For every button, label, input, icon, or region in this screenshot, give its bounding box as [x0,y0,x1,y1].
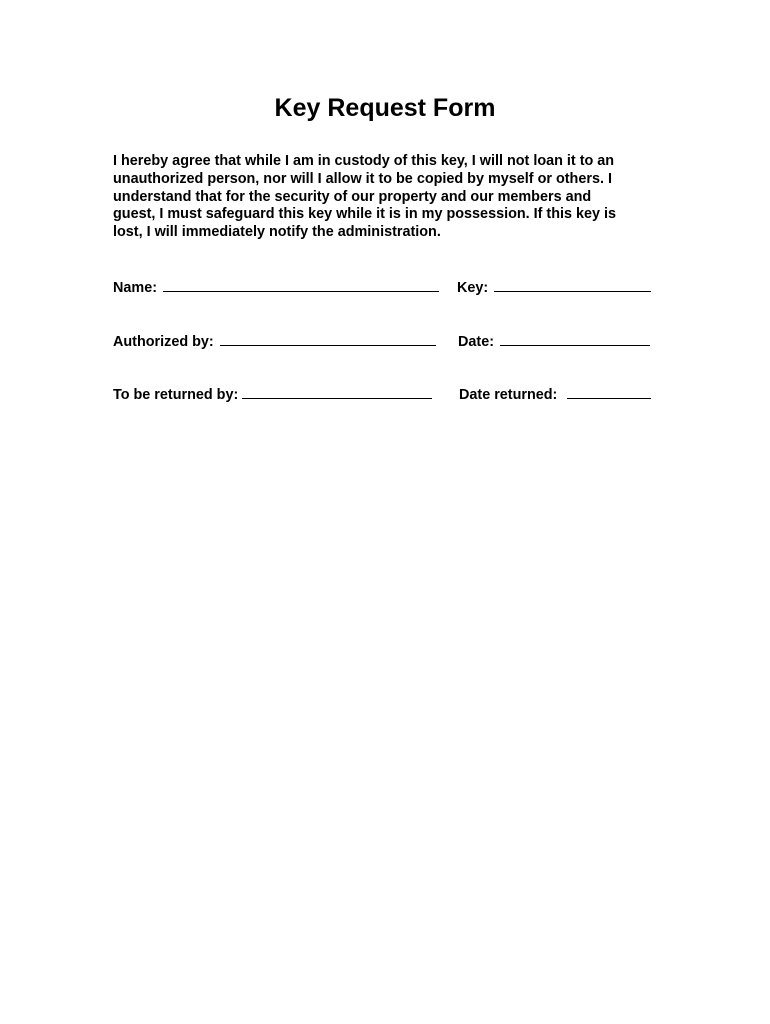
key-field-group [457,277,651,298]
agreement-line: I hereby agree that while I am in custody of this key, I will not loan it to an [113,153,615,169]
date-returned-label: Date returned: [459,387,558,403]
name-blank-line[interactable] [163,277,439,292]
agreement-text [113,153,673,242]
agreement-line: guest, I must safeguard this key while it is in my possession. If this key is [113,206,617,223]
date-returned-field-group [459,384,651,405]
return-by-label: To be returned by: [113,387,239,403]
return-by-blank-line[interactable] [242,384,432,399]
return-by-field-group [113,384,432,405]
form-title: Key Request Form [274,94,496,122]
name-label: Name: [113,280,157,296]
name-field-group [113,277,439,298]
agreement-line: lost, I will immediately notify the administration. [113,224,441,241]
key-label: Key: [457,280,489,296]
date-blank-line[interactable] [500,331,650,346]
authorized-by-blank-line[interactable] [220,331,436,346]
agreement-line: understand that for the security of our property and our members and [113,188,592,205]
authorized-by-field-group [113,331,436,352]
date-label: Date: [458,334,494,350]
key-blank-line[interactable] [494,277,651,292]
return-row [113,384,658,404]
authorized-by-label: Authorized by: [113,334,214,350]
authorized-date-row [113,331,658,351]
name-key-row [113,277,658,297]
date-field-group [458,331,650,352]
agreement-line: unauthorized person, nor will I allow it to be copied by myself or others. I [113,170,612,187]
date-returned-blank-line[interactable] [567,384,651,399]
